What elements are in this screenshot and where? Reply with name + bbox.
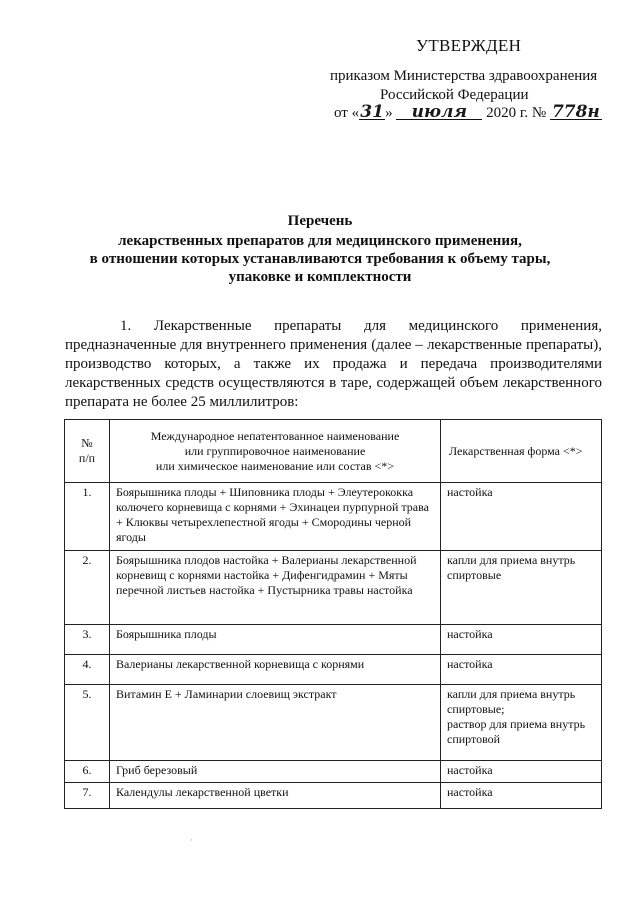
order-date-line: [334, 102, 602, 122]
row-name: Гриб березовый: [110, 761, 441, 783]
row-form: настойка: [441, 783, 602, 809]
table-row: [65, 551, 602, 625]
row-num: 2.: [65, 551, 110, 625]
row-name: Витамин Е + Ламинарии слоевищ экстракт: [110, 685, 441, 761]
row-form: настойка: [441, 655, 602, 685]
table-header-row: [65, 420, 602, 483]
year-text: 2020 г. №: [486, 105, 547, 121]
header-form: Лекарственная форма <*>: [441, 420, 602, 483]
handwritten-month: июля: [396, 105, 482, 120]
row-form: настойка: [441, 625, 602, 655]
row-num: 1.: [65, 483, 110, 551]
header-name: Международное непатентованное наименование или группировочное наименование или химическое наименование или состав <*>: [110, 420, 441, 483]
row-name: Боярышника плоды: [110, 625, 441, 655]
order-line-federation: Российской Федерации: [380, 87, 529, 103]
row-num: 6.: [65, 761, 110, 783]
document-title: [60, 212, 580, 286]
title-line-2: лекарственных препаратов для медицинского применения,: [118, 233, 522, 249]
title-line-1: Перечень: [287, 213, 353, 229]
preparations-table: [64, 419, 602, 809]
table-row: [65, 783, 602, 809]
table-row: [65, 625, 602, 655]
table-row: [65, 761, 602, 783]
row-num: 4.: [65, 655, 110, 685]
table-row: [65, 685, 602, 761]
row-form: капли для приема внутрь спиртовые: [441, 551, 602, 625]
title-line-4: упаковке и комплектности: [228, 269, 412, 285]
row-num: 3.: [65, 625, 110, 655]
header-num: № п/п: [65, 420, 110, 483]
row-form: настойка: [441, 483, 602, 551]
table-row: [65, 655, 602, 685]
row-num: 7.: [65, 783, 110, 809]
row-name: Валерианы лекарственной корневища с корнями: [110, 655, 441, 685]
scan-speck: ·: [190, 835, 193, 845]
table-row: [65, 483, 602, 551]
order-line-ministry: приказом Министерства здравоохранения: [330, 68, 598, 84]
row-name: Боярышника плодов настойка + Валерианы лекарственной корневищ с корнями настойка + Дифенгидрамин + Мяты перечной листьев настойка + Пустырника травы настойка: [110, 551, 441, 625]
row-name: Боярышника плоды + Шиповника плоды + Элеутерококка колючего корневища с корнями + Эхинацеи пурпурной трава + Клюквы четырехлепестной ягоды + Смородины черной ягоды: [110, 483, 441, 551]
title-line-3: в отношении которых устанавливаются требования к объему тары,: [89, 251, 551, 267]
intro-paragraph: 1. Лекарственные препараты для медицинского применения, предназначенные для внутреннего применения (далее – лекарственные препараты), производство которых, а также их продажа и передача производителями лекарственных средств осуществляются в таре, содержащей объем лекарственного препарата не более 25 миллилитров:: [65, 318, 602, 410]
row-num: 5.: [65, 685, 110, 761]
handwritten-day: 31: [360, 102, 384, 122]
date-prefix: от «: [334, 105, 360, 121]
handwritten-order-number: 778н: [550, 105, 602, 120]
approved-heading: УТВЕРЖДЕН: [416, 36, 522, 55]
row-form: настойка: [441, 761, 602, 783]
date-mid: »: [385, 105, 393, 121]
row-name: Календулы лекарственной цветки: [110, 783, 441, 809]
row-form: капли для приема внутрь спиртовые; раствор для приема внутрь спиртовой: [441, 685, 602, 761]
